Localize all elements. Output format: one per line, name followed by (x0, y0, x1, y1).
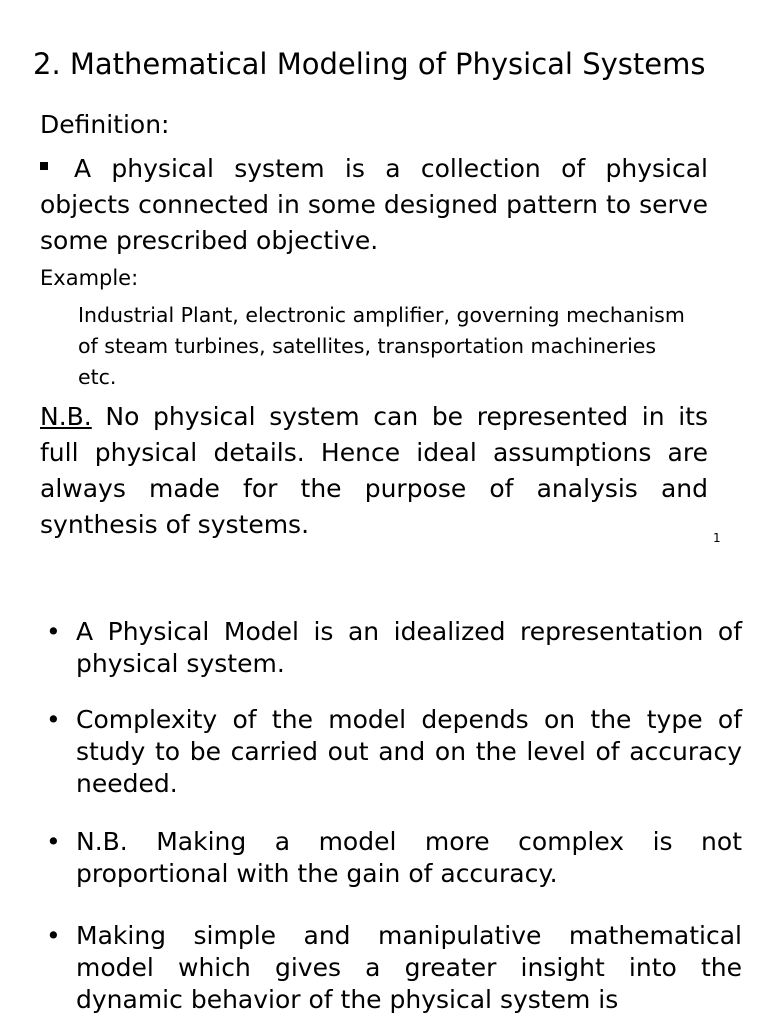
example-label: Example: (40, 266, 139, 290)
list-item (46, 616, 742, 680)
list-item (46, 704, 742, 800)
bullet-dot-icon: • (46, 617, 61, 646)
slide-2 (0, 600, 768, 1024)
example-text: Industrial Plant, electronic amplifier, governing mechanism of steam turbines, satellites, transportation machineries etc. (78, 303, 685, 389)
nb-text: No physical system can be represented in its full physical details. Hence ideal assumptions are always made for the purpose of analysis and synthesis of systems. (40, 402, 708, 539)
list-item (46, 920, 742, 1016)
bullet-dot-icon: • (46, 705, 61, 734)
bullet-dot-icon: • (46, 827, 61, 856)
list-item-text: N.B. Making a model more complex is not proportional with the gain of accuracy. (76, 827, 742, 888)
definition-text: A physical system is a collection of physical objects connected in some designed pattern to serve some prescribed objective. (40, 154, 708, 255)
bullet-dot-icon: • (46, 921, 61, 950)
list-item-text: A Physical Model is an idealized representation of physical system. (76, 617, 742, 678)
definition-paragraph (40, 151, 708, 259)
list-item-text: Complexity of the model depends on the type of study to be carried out and on the level of accuracy needed. (76, 705, 742, 798)
page-title: 2. Mathematical Modeling of Physical Systems (33, 47, 706, 81)
square-bullet-icon (40, 162, 48, 170)
page-number: 1 (713, 531, 721, 545)
list-item-text: Making simple and manipulative mathematical model which gives a greater insight into the dynamic behavior of the physical system is (76, 921, 742, 1014)
list-item (46, 826, 742, 890)
nb-paragraph (40, 399, 708, 543)
nb-label: N.B. (40, 402, 92, 431)
definition-label: Definition: (40, 110, 170, 139)
